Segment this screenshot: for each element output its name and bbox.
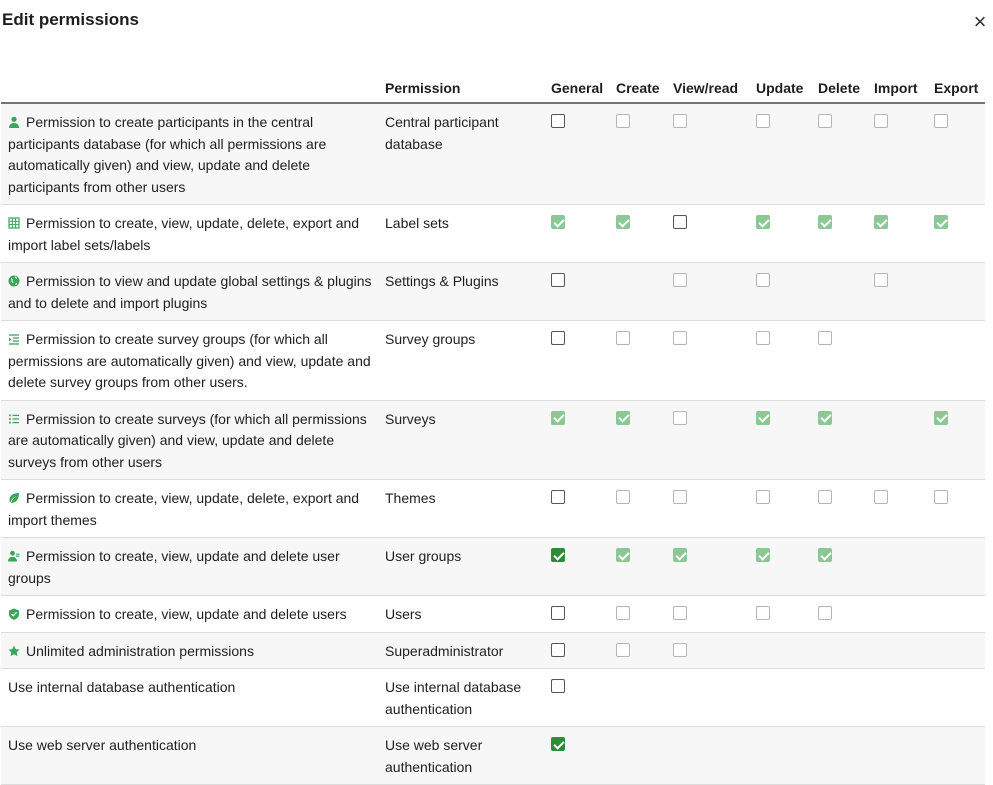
cell-update bbox=[756, 480, 818, 538]
cell-export bbox=[934, 263, 985, 321]
permission-name: Label sets bbox=[385, 205, 551, 263]
checkbox-view-read bbox=[673, 331, 687, 345]
cell-delete bbox=[818, 321, 874, 401]
cell-view-read bbox=[673, 538, 756, 596]
checkbox-update bbox=[756, 331, 770, 345]
cell-update bbox=[756, 103, 818, 205]
permission-description-text: Permission to create surveys (for which all permissions are automatically given) and view, update and delete surveys from other users bbox=[8, 410, 367, 470]
column-header-import: Import bbox=[874, 74, 934, 103]
cell-export bbox=[934, 632, 985, 669]
user-icon bbox=[8, 113, 20, 125]
cell-create bbox=[616, 632, 673, 669]
cell-create bbox=[616, 669, 673, 727]
cell-update bbox=[756, 596, 818, 633]
checkbox-view-read bbox=[673, 548, 687, 562]
checkbox-view-read bbox=[673, 411, 687, 425]
checkbox-general[interactable] bbox=[551, 606, 565, 620]
checkbox-general[interactable] bbox=[551, 679, 565, 693]
permission-description-text: Use internal database authentication bbox=[8, 679, 236, 695]
cell-export bbox=[934, 103, 985, 205]
cell-update bbox=[756, 669, 818, 727]
checkbox-delete bbox=[818, 215, 832, 229]
column-header-export: Export bbox=[934, 74, 985, 103]
permission-description-text: Permission to create, view, update, delete, export and import label sets/labels bbox=[8, 215, 360, 253]
globe-icon bbox=[8, 272, 20, 284]
cell-import bbox=[874, 538, 934, 596]
checkbox-update bbox=[756, 114, 770, 128]
permission-description-text: Permission to create survey groups (for which all permissions are automatically given) and view, update and delete survey groups from other users. bbox=[8, 331, 371, 390]
cell-delete bbox=[818, 596, 874, 633]
checkbox-general[interactable] bbox=[551, 643, 565, 657]
permission-description bbox=[1, 103, 385, 205]
checkbox-view-read bbox=[673, 606, 687, 620]
permission-name: Themes bbox=[385, 480, 551, 538]
permission-name: Surveys bbox=[385, 400, 551, 480]
table-row bbox=[1, 205, 985, 263]
cell-view-read bbox=[673, 727, 756, 785]
checkbox-general[interactable] bbox=[551, 331, 565, 345]
checkbox-create bbox=[616, 606, 630, 620]
cell-general bbox=[551, 205, 616, 263]
cell-import bbox=[874, 669, 934, 727]
cell-create bbox=[616, 538, 673, 596]
leaf-icon bbox=[8, 489, 20, 501]
star-icon bbox=[8, 642, 20, 654]
permission-name: Use internal database authentication bbox=[385, 669, 551, 727]
cell-delete bbox=[818, 400, 874, 480]
checkbox-update bbox=[756, 606, 770, 620]
cell-import bbox=[874, 321, 934, 401]
checkbox-general bbox=[551, 411, 565, 425]
checkbox-delete bbox=[818, 490, 832, 504]
cell-general bbox=[551, 263, 616, 321]
checkbox-export bbox=[934, 114, 948, 128]
checkbox-create bbox=[616, 490, 630, 504]
permission-description-text: Permission to create, view, update and delete users bbox=[26, 606, 347, 622]
cell-import bbox=[874, 727, 934, 785]
checkbox-general[interactable] bbox=[551, 490, 565, 504]
cell-import bbox=[874, 480, 934, 538]
permission-name: User groups bbox=[385, 538, 551, 596]
cell-general bbox=[551, 321, 616, 401]
permission-description bbox=[1, 400, 385, 480]
cell-general bbox=[551, 538, 616, 596]
checkbox-export bbox=[934, 490, 948, 504]
permission-description-text: Permission to create participants in the central participants database (for which all permissions are automatically given) and view, update and delete participants from other users bbox=[8, 114, 327, 195]
permission-description bbox=[1, 669, 385, 727]
cell-general bbox=[551, 669, 616, 727]
cell-create bbox=[616, 400, 673, 480]
cell-delete bbox=[818, 538, 874, 596]
cell-delete bbox=[818, 103, 874, 205]
checkbox-create bbox=[616, 548, 630, 562]
cell-create bbox=[616, 480, 673, 538]
permission-description bbox=[1, 538, 385, 596]
checkbox-delete bbox=[818, 548, 832, 562]
permission-description bbox=[1, 321, 385, 401]
permission-name: Use web server authentication bbox=[385, 727, 551, 785]
checkbox-view-read bbox=[673, 490, 687, 504]
cell-export bbox=[934, 205, 985, 263]
cell-export bbox=[934, 321, 985, 401]
checkbox-create bbox=[616, 215, 630, 229]
cell-view-read bbox=[673, 596, 756, 633]
table-row bbox=[1, 632, 985, 669]
cell-import bbox=[874, 103, 934, 205]
cell-delete bbox=[818, 727, 874, 785]
table-row bbox=[1, 727, 985, 785]
cell-view-read bbox=[673, 632, 756, 669]
cell-update bbox=[756, 321, 818, 401]
user-group-icon bbox=[8, 547, 20, 559]
checkbox-import bbox=[874, 490, 888, 504]
checkbox-update bbox=[756, 411, 770, 425]
cell-general bbox=[551, 632, 616, 669]
table-row bbox=[1, 538, 985, 596]
cell-general bbox=[551, 727, 616, 785]
permission-description-text: Use web server authentication bbox=[8, 737, 197, 753]
checkbox-view-read bbox=[673, 273, 687, 287]
cell-view-read bbox=[673, 400, 756, 480]
cell-import bbox=[874, 596, 934, 633]
checkbox-general[interactable] bbox=[551, 548, 565, 562]
cell-create bbox=[616, 727, 673, 785]
checkbox-import bbox=[874, 273, 888, 287]
checkbox-create bbox=[616, 411, 630, 425]
permission-name: Users bbox=[385, 596, 551, 633]
column-header-general: General bbox=[551, 74, 616, 103]
checkbox-general[interactable] bbox=[551, 114, 565, 128]
table-row bbox=[1, 480, 985, 538]
cell-view-read bbox=[673, 205, 756, 263]
checkbox-update bbox=[756, 548, 770, 562]
permission-name: Survey groups bbox=[385, 321, 551, 401]
table-icon bbox=[8, 214, 20, 226]
cell-create bbox=[616, 103, 673, 205]
cell-delete bbox=[818, 205, 874, 263]
checkbox-update bbox=[756, 215, 770, 229]
cell-view-read bbox=[673, 103, 756, 205]
cell-import bbox=[874, 263, 934, 321]
cell-update bbox=[756, 205, 818, 263]
cell-delete bbox=[818, 263, 874, 321]
dialog-title: Edit permissions bbox=[2, 10, 139, 29]
permission-description bbox=[1, 205, 385, 263]
permission-description-text: Unlimited administration permissions bbox=[26, 642, 254, 659]
cell-export bbox=[934, 400, 985, 480]
cell-delete bbox=[818, 632, 874, 669]
permission-description bbox=[1, 596, 385, 633]
cell-create bbox=[616, 263, 673, 321]
cell-create bbox=[616, 596, 673, 633]
shield-icon bbox=[8, 605, 20, 617]
indent-list-icon bbox=[8, 330, 20, 342]
cell-export bbox=[934, 538, 985, 596]
table-row bbox=[1, 400, 985, 480]
table-row bbox=[1, 103, 985, 205]
cell-update bbox=[756, 538, 818, 596]
checkbox-general[interactable] bbox=[551, 273, 565, 287]
cell-view-read bbox=[673, 263, 756, 321]
cell-export bbox=[934, 480, 985, 538]
permission-description-text: Permission to create, view, update, delete, export and import themes bbox=[8, 490, 360, 528]
permission-description bbox=[1, 263, 385, 321]
cell-create bbox=[616, 205, 673, 263]
cell-update bbox=[756, 263, 818, 321]
checkbox-view-read bbox=[673, 114, 687, 128]
checkbox-update bbox=[756, 273, 770, 287]
table-row bbox=[1, 263, 985, 321]
checkbox-delete bbox=[818, 606, 832, 620]
column-header-create: Create bbox=[616, 74, 673, 103]
checkbox-import bbox=[874, 215, 888, 229]
cell-view-read bbox=[673, 321, 756, 401]
permission-description-text: Permission to view and update global settings & plugins and to delete and import plugins bbox=[8, 273, 372, 311]
checkbox-general[interactable] bbox=[551, 737, 565, 751]
cell-import bbox=[874, 632, 934, 669]
permission-description bbox=[1, 480, 385, 538]
permission-name: Settings & Plugins bbox=[385, 263, 551, 321]
cell-export bbox=[934, 669, 985, 727]
checkbox-delete bbox=[818, 114, 832, 128]
column-header-permission: Permission bbox=[385, 74, 551, 103]
cell-export bbox=[934, 727, 985, 785]
column-header-description bbox=[1, 74, 385, 103]
column-header-update: Update bbox=[756, 74, 818, 103]
close-icon[interactable]: × bbox=[973, 9, 987, 34]
checkbox-update bbox=[756, 490, 770, 504]
checkbox-view-read[interactable] bbox=[673, 215, 687, 229]
cell-view-read bbox=[673, 669, 756, 727]
checkbox-export bbox=[934, 411, 948, 425]
cell-update bbox=[756, 632, 818, 669]
checkbox-delete bbox=[818, 411, 832, 425]
table-row bbox=[1, 321, 985, 401]
checkbox-view-read bbox=[673, 643, 687, 657]
cell-general bbox=[551, 103, 616, 205]
cell-delete bbox=[818, 669, 874, 727]
permission-description-text: Permission to create, view, update and delete user groups bbox=[8, 548, 340, 586]
permission-name: Superadministrator bbox=[385, 632, 551, 669]
column-header-delete: Delete bbox=[818, 74, 874, 103]
column-header-view-read: View/read bbox=[673, 74, 756, 103]
checkbox-create bbox=[616, 331, 630, 345]
cell-update bbox=[756, 400, 818, 480]
cell-view-read bbox=[673, 480, 756, 538]
cell-export bbox=[934, 596, 985, 633]
cell-general bbox=[551, 596, 616, 633]
checkbox-general bbox=[551, 215, 565, 229]
checkbox-create bbox=[616, 643, 630, 657]
cell-general bbox=[551, 480, 616, 538]
table-row bbox=[1, 596, 985, 633]
checkbox-export bbox=[934, 215, 948, 229]
checkbox-create bbox=[616, 114, 630, 128]
cell-create bbox=[616, 321, 673, 401]
table-header-row bbox=[1, 74, 985, 103]
checkbox-import bbox=[874, 114, 888, 128]
cell-import bbox=[874, 205, 934, 263]
cell-delete bbox=[818, 480, 874, 538]
list-icon bbox=[8, 410, 20, 422]
table-row bbox=[1, 669, 985, 727]
permissions-table bbox=[1, 74, 985, 785]
permission-description bbox=[1, 727, 385, 785]
permission-name: Central participant database bbox=[385, 103, 551, 205]
cell-import bbox=[874, 400, 934, 480]
cell-update bbox=[756, 727, 818, 785]
cell-general bbox=[551, 400, 616, 480]
checkbox-delete bbox=[818, 331, 832, 345]
permission-description bbox=[1, 632, 385, 669]
